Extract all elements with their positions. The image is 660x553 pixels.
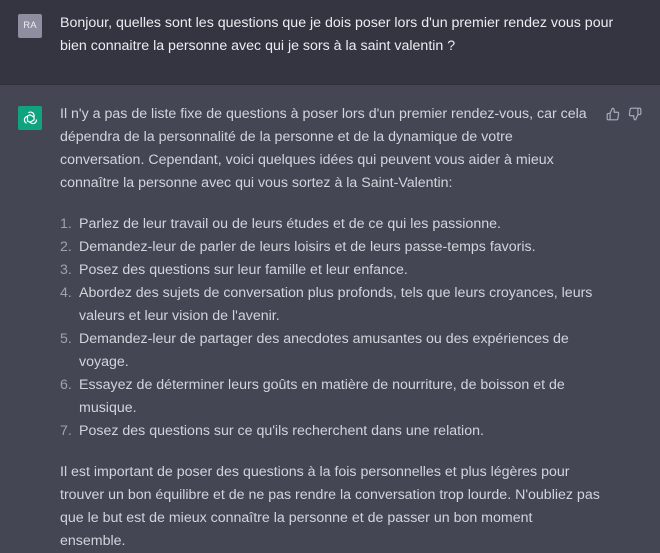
- list-item-text: Demandez-leur de parler de leurs loisirs et de leurs passe-temps favoris.: [79, 239, 536, 255]
- assistant-intro: Il n'y a pas de liste fixe de questions à poser lors d'un premier rendez-vous, car cela dépendra de la personnalité de la personne et de la dynamique de votre conversation. Cependant, voici quelques idées qui peuvent vous aider à mieux connaître la personne avec qui vous sortez à la Saint-Valentin:: [60, 106, 587, 191]
- thumbs-up-icon[interactable]: [606, 107, 620, 121]
- list-item: [60, 282, 600, 328]
- list-item-number: 3.: [60, 262, 72, 278]
- list-item: [60, 420, 600, 443]
- user-message-text: Bonjour, quelles sont les questions que je dois poser lors d'un premier rendez vous pour bien connaitre la personne avec qui je sors à la saint valentin ?: [60, 15, 614, 54]
- list-item: [60, 213, 600, 236]
- list-item: [60, 236, 600, 259]
- list-item: [60, 374, 600, 420]
- suggestion-list: [60, 213, 600, 443]
- list-item-number: 2.: [60, 239, 72, 255]
- list-item: [60, 259, 600, 282]
- list-item-number: 1.: [60, 216, 72, 232]
- thumbs-down-icon[interactable]: [628, 107, 642, 121]
- list-item-number: 7.: [60, 423, 72, 439]
- list-item: [60, 328, 600, 374]
- list-item-number: 6.: [60, 377, 72, 393]
- list-item-number: 5.: [60, 331, 72, 347]
- list-item-text: Parlez de leur travail ou de leurs études et de ce qui les passionne.: [79, 216, 501, 232]
- assistant-closing: Il est important de poser des questions à la fois personnelles et plus légères pour trouver un bon équilibre et de ne pas rendre la conversation trop lourde. N'oubliez pas que le but est de mieux connaître la personne et de passer un bon moment ensemble.: [60, 464, 600, 549]
- list-item-text: Posez des questions sur ce qu'ils recherchent dans une relation.: [79, 423, 484, 439]
- openai-logo-icon: [18, 106, 42, 130]
- assistant-message-row: [0, 85, 660, 549]
- user-message-row: [0, 0, 660, 85]
- list-item-text: Demandez-leur de partager des anecdotes amusantes ou des expériences de voyage.: [79, 331, 569, 370]
- assistant-message-text: [60, 103, 600, 553]
- list-item-text: Essayez de déterminer leurs goûts en matière de nourriture, de boisson et de musique.: [79, 377, 565, 416]
- list-item-text: Posez des questions sur leur famille et leur enfance.: [79, 262, 408, 278]
- feedback-buttons: [606, 107, 642, 121]
- user-avatar: RA: [18, 14, 42, 38]
- list-item-text: Abordez des sujets de conversation plus profonds, tels que leurs croyances, leurs valeurs et leur vision de l'avenir.: [79, 285, 593, 324]
- list-item-number: 4.: [60, 285, 72, 301]
